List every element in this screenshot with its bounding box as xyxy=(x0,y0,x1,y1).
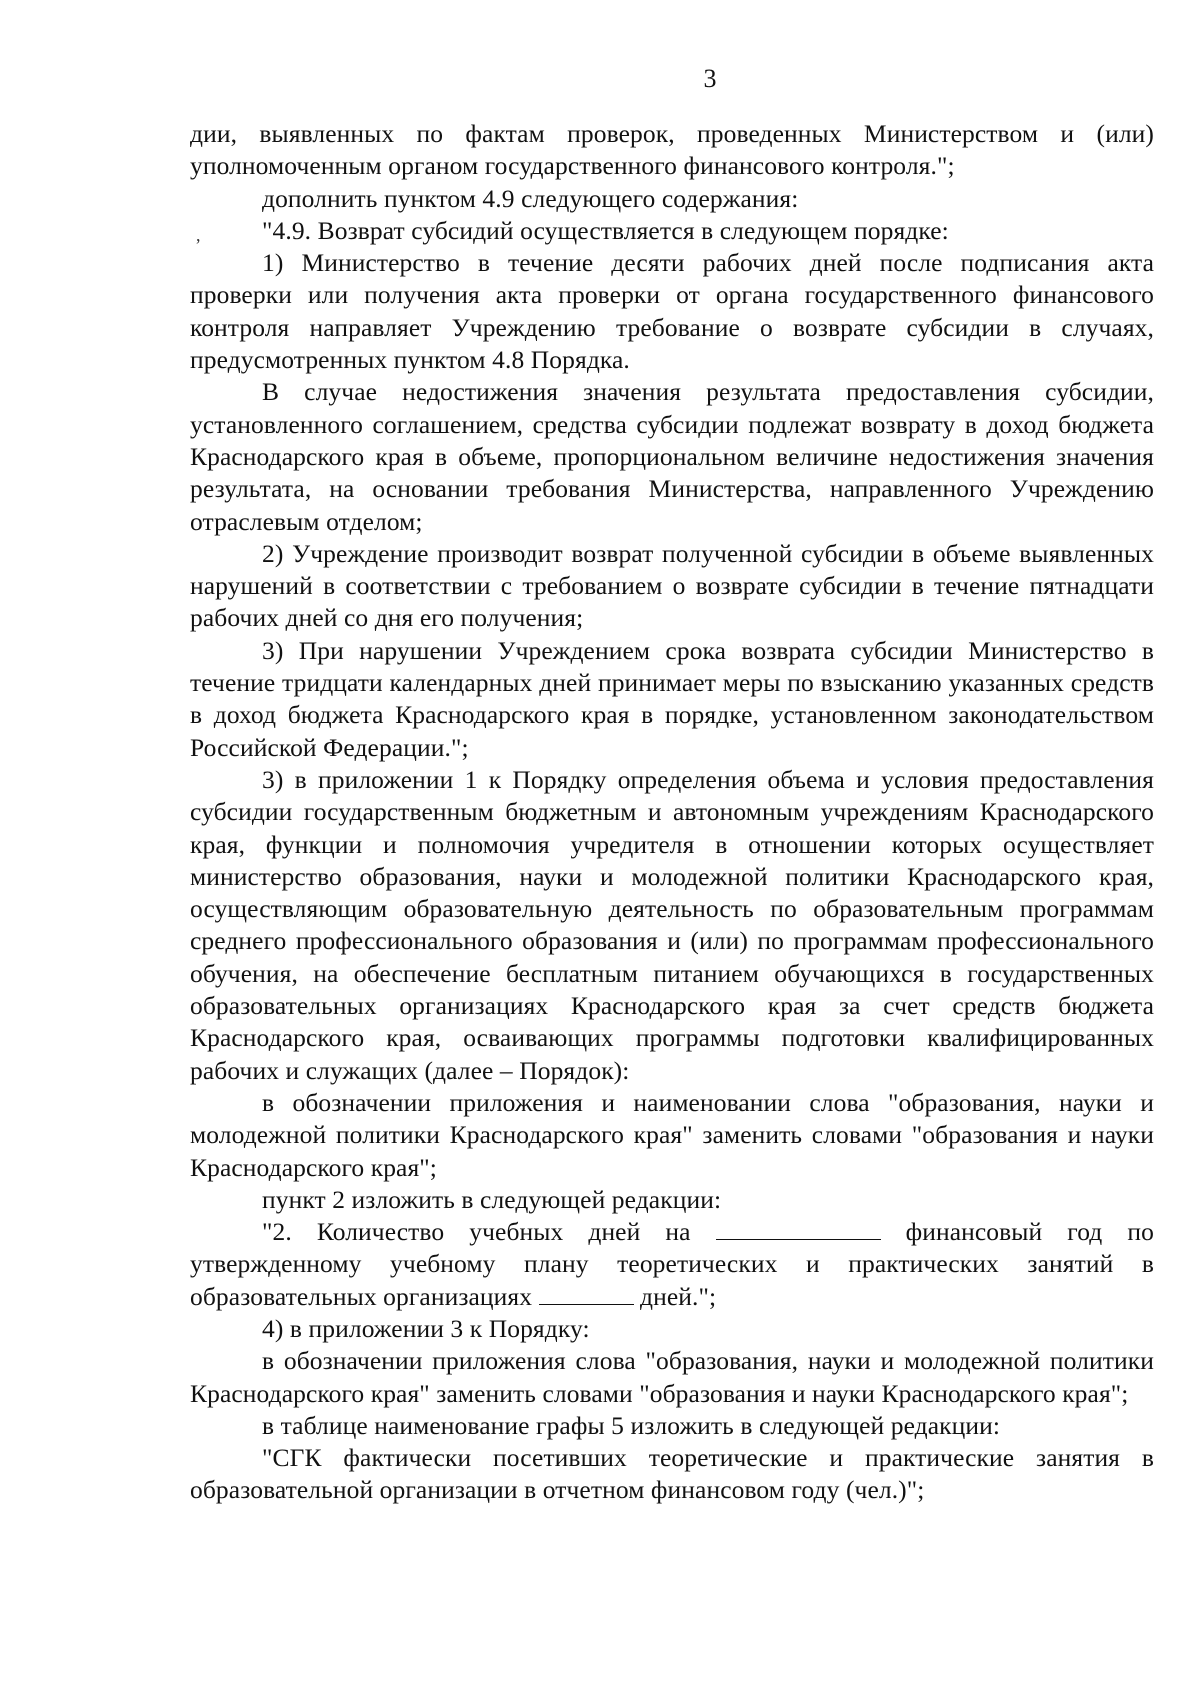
paragraph-appendix-3-designation: в обозначении приложения слова "образования, науки и молодежной политики Краснодарского края" заменить словами "образования и науки Краснодарского края"; xyxy=(190,1346,1154,1408)
point-2-part-3: дней."; xyxy=(633,1281,717,1311)
paragraph-appendix-1: 3) в приложении 1 к Порядку определения объема и условия предоставления субсидии государственным бюджетным и автономным учреждениям Краснодарского края, функции и полномочия учредителя в отношении которых осуществляет министерство образования, науки и молодежной политики Краснодарского края, осуществляющим образовательную деятельность по образовательным программам среднего профессионального образования и (или) по программам профессионального обучения, на обеспечение бесплатным питанием обучающихся в государственных образовательных организациях Краснодарского края за счет средств бюджета Краснодарского края, осваивающих программы подготовки квалифицированных рабочих и служащих (далее – Порядок): xyxy=(190,764,1154,1085)
paragraph-table-column-5: в таблице наименование графы 5 изложить в следующей редакции: xyxy=(262,1410,1001,1440)
paragraph-underachievement: В случае недостижения значения результата предоставления субсидии, установленного соглашением, средства субсидии подлежат возврату в доход бюджета Краснодарского края в объеме, пропорциональном величине недостижения значения результата, на основании требования Министерства, направленного Учреждению отраслевым отделом; xyxy=(190,377,1154,536)
paragraph-point-2-text xyxy=(190,1216,1154,1313)
paragraph-item-2: 2) Учреждение производит возврат полученной субсидии в объеме выявленных нарушений в соответствии с требованием о возврате субсидии в течение пятнадцати рабочих дней со дня его получения; xyxy=(190,538,1154,633)
point-2-part-1: "2. Количество учебных дней на xyxy=(262,1217,716,1247)
paragraph-point-4-9: "4.9. Возврат субсидий осуществляется в следующем порядке: xyxy=(262,215,949,245)
stray-mark: , xyxy=(196,225,201,245)
paragraph-designation-change: в обозначении приложения и наименовании слова "образования, науки и молодежной политики Краснодарского края" заменить словами "образования и науки Краснодарского края"; xyxy=(190,1087,1154,1182)
blank-year-field xyxy=(716,1217,881,1240)
paragraph-column-5-text: "СГК фактически посетивших теоретические и практические занятия в образовательной организации в отчетном финансовом году (чел.)"; xyxy=(190,1443,1154,1505)
paragraph-point-2-header: пункт 2 изложить в следующей редакции: xyxy=(262,1184,722,1214)
blank-days-field xyxy=(539,1282,634,1305)
paragraph-appendix-3: 4) в приложении 3 к Порядку: xyxy=(262,1313,590,1343)
paragraph-item-3-violation: 3) При нарушении Учреждением срока возврата субсидии Министерство в течение тридцати календарных дней принимает меры по взысканию указанных средств в доход бюджета Краснодарского края в порядке, установленном законодательством Российской Федерации."; xyxy=(190,635,1154,762)
paragraph-item-1: 1) Министерство в течение десяти рабочих дней после подписания акта проверки или получения акта проверки от органа государственного финансового контроля направляет Учреждению требование о возврате субсидии в случаях, предусмотренных пунктом 4.8 Порядка. xyxy=(190,248,1154,375)
paragraph-add-point: дополнить пунктом 4.9 следующего содержания: xyxy=(262,183,799,213)
paragraph-continuation: дии, выявленных по фактам проверок, проведенных Министерством и (или) уполномоченным органом государственного финансового контроля."; xyxy=(190,119,1154,181)
point-2-part-2: финансовый год по утвержденному учебному плану теоретических и практических занятий в образовательных организациях xyxy=(190,1217,1154,1311)
document-body xyxy=(190,118,1154,1507)
page-number: 3 xyxy=(703,64,717,93)
